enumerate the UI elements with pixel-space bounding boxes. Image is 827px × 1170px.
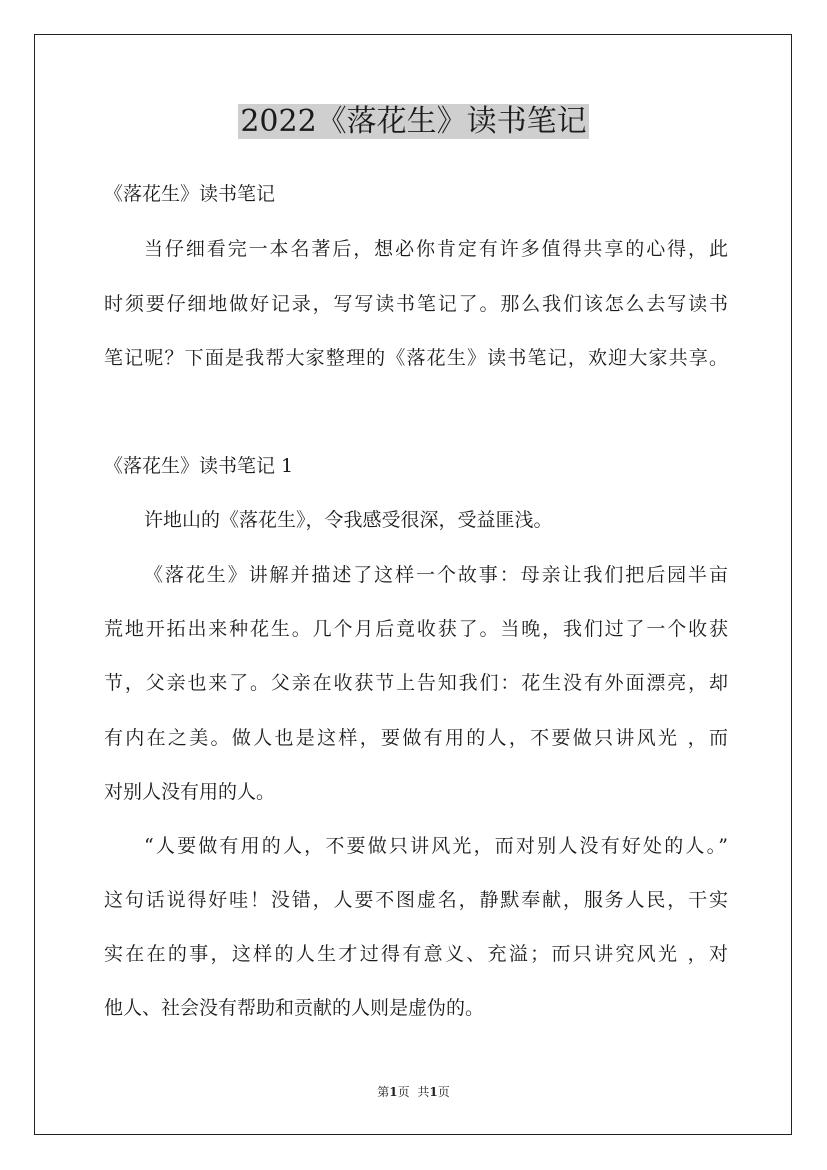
para2-line-4: 有内在之美。做人也是这样，要做有用的人，不要做只讲风光 ，而 (104, 727, 728, 749)
document-title (0, 102, 827, 142)
intro-line-3: 笔记呢？下面是我帮大家整理的《落花生》读书笔记，欢迎大家共享。 (104, 347, 728, 369)
para3-line-2: 这句话说得好哇！没错，人要不图虚名，静默奉献，服务人民，干实 (104, 889, 728, 911)
footer-page-number: 1 (389, 1085, 398, 1099)
para3-line-3: 实在在的事，这样的人生才过得有意义、充溢；而只讲究风光 ，对 (104, 943, 728, 965)
section-heading: 《落花生》读书笔记 (104, 183, 276, 205)
para1-line-1: 许地山的《落花生》，令我感受很深，受益匪浅。 (144, 509, 553, 531)
intro-line-2: 时须要仔细地做好记录，写写读书笔记了。那么我们该怎么去写读书 (104, 293, 728, 315)
document-title-text: 2022《落花生》读书笔记 (240, 104, 587, 139)
para2-line-3: 节，父亲也来了。父亲在收获节上告知我们：花生没有外面漂亮，却 (104, 672, 728, 694)
footer-total-prefix: 共 (417, 1085, 430, 1099)
intro-line-1: 当仔细看完一本名著后，想必你肯定有许多值得共享的心得，此 (144, 238, 728, 260)
para2-line-2: 荒地开拓出来种花生。几个月后竟收获了。当晚，我们过了一个收获 (104, 618, 728, 640)
para2-line-1: 《落花生》讲解并描述了这样一个故事：母亲让我们把后园半亩 (144, 564, 728, 586)
footer-page-suffix: 页 (397, 1085, 410, 1099)
footer-total-number: 1 (429, 1085, 438, 1099)
para3-line-4: 他人、社会没有帮助和贡献的人则是虚伪的。 (104, 997, 485, 1019)
note1-heading: 《落花生》读书笔记 1 (104, 455, 294, 477)
footer-total-suffix: 页 (437, 1085, 450, 1099)
para3-line-1: “人要做有用的人，不要做只讲风光，而对别人没有好处的人。” (144, 835, 728, 857)
page-footer (0, 1084, 827, 1100)
para2-line-5: 对别人没有用的人。 (104, 781, 276, 803)
footer-page-prefix: 第 (377, 1085, 390, 1099)
